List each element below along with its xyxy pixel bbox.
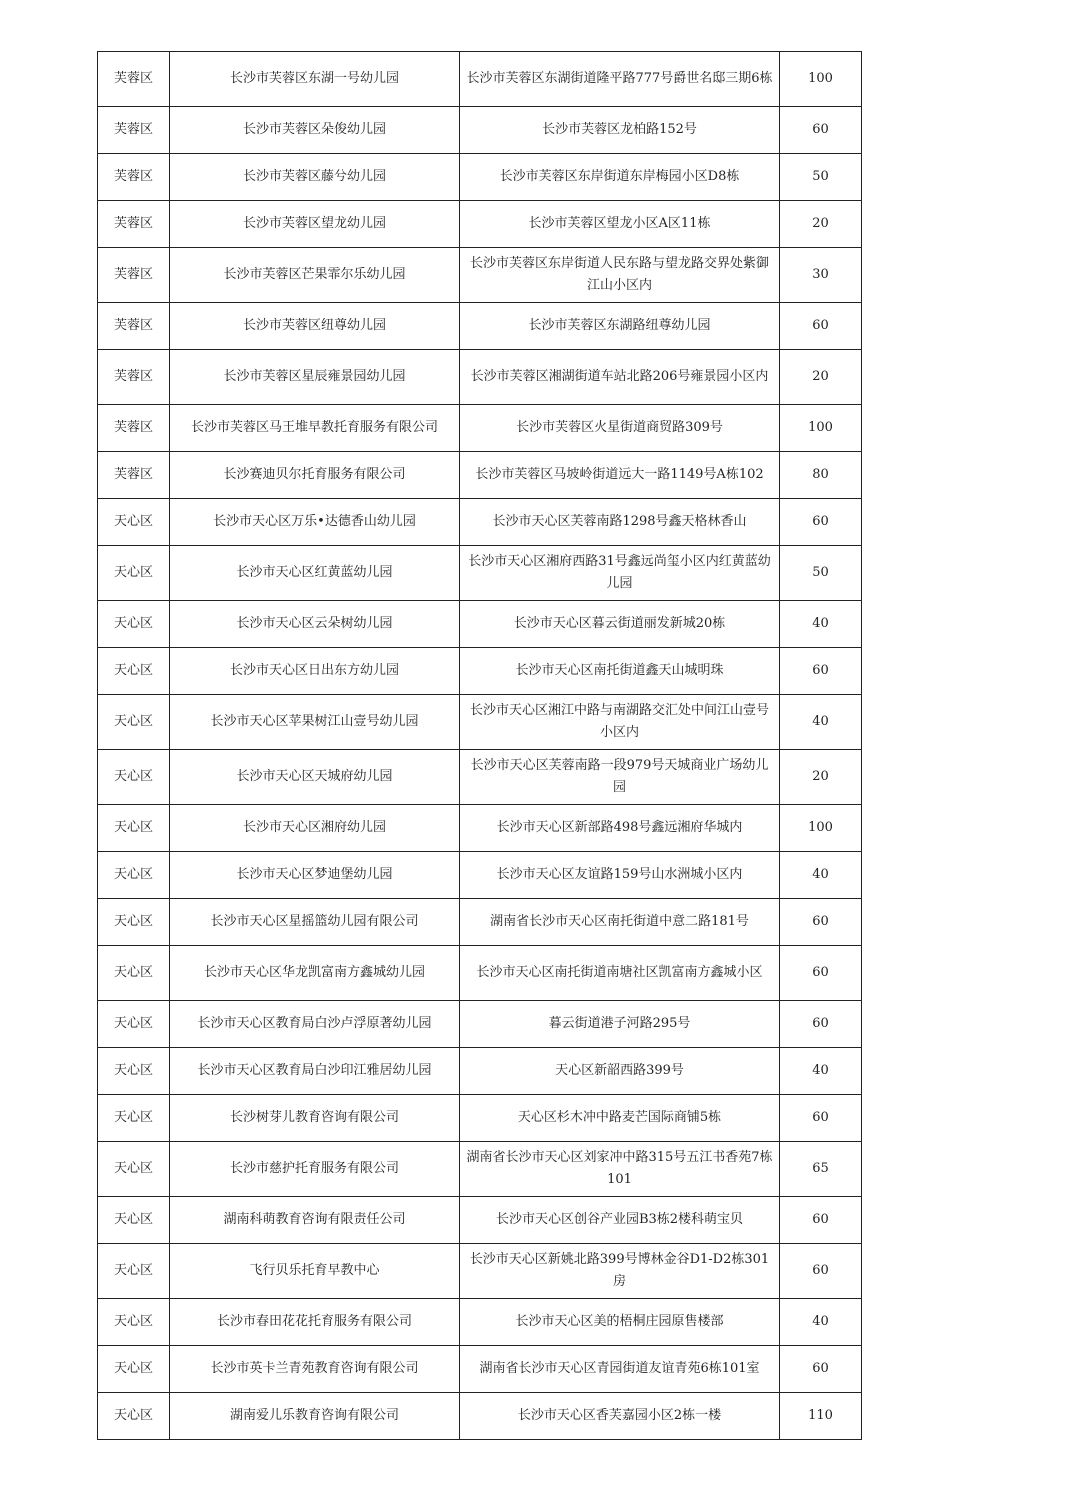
district-cell: 芙蓉区 <box>98 52 170 107</box>
address-cell: 长沙市芙蓉区龙柏路152号 <box>460 107 780 154</box>
address-cell: 天心区杉木冲中路麦芒国际商铺5栋 <box>460 1095 780 1142</box>
table-row <box>98 107 862 154</box>
institution-name-cell: 长沙市天心区红黄蓝幼儿园 <box>170 546 460 601</box>
institution-name-cell: 长沙市芙蓉区东湖一号幼儿园 <box>170 52 460 107</box>
institution-name-cell: 长沙市天心区云朵树幼儿园 <box>170 601 460 648</box>
institution-name-cell: 长沙市天心区苹果树江山壹号幼儿园 <box>170 695 460 750</box>
institution-name-cell: 长沙市芙蓉区望龙幼儿园 <box>170 201 460 248</box>
address-cell: 长沙市天心区友谊路159号山水洲城小区内 <box>460 852 780 899</box>
address-cell: 湖南省长沙市天心区南托街道中意二路181号 <box>460 899 780 946</box>
table-row <box>98 1393 862 1440</box>
address-cell: 湖南省长沙市天心区青园街道友谊青苑6栋101室 <box>460 1346 780 1393</box>
district-cell: 天心区 <box>98 899 170 946</box>
capacity-cell: 65 <box>780 1142 862 1197</box>
institution-name-cell: 长沙市天心区星摇篮幼儿园有限公司 <box>170 899 460 946</box>
district-cell: 天心区 <box>98 805 170 852</box>
institution-name-cell: 长沙市天心区湘府幼儿园 <box>170 805 460 852</box>
address-cell: 长沙市芙蓉区火星街道商贸路309号 <box>460 405 780 452</box>
table-row <box>98 248 862 303</box>
capacity-cell: 20 <box>780 750 862 805</box>
institution-name-cell: 长沙市芙蓉区朵俊幼儿园 <box>170 107 460 154</box>
district-cell: 天心区 <box>98 1142 170 1197</box>
address-cell: 长沙市天心区香芙嘉园小区2栋一楼 <box>460 1393 780 1440</box>
district-cell: 天心区 <box>98 1048 170 1095</box>
district-cell: 天心区 <box>98 546 170 601</box>
table-row <box>98 852 862 899</box>
district-cell: 天心区 <box>98 1346 170 1393</box>
capacity-cell: 40 <box>780 1299 862 1346</box>
table-row <box>98 452 862 499</box>
table-row <box>98 1048 862 1095</box>
district-cell: 天心区 <box>98 852 170 899</box>
table-row <box>98 499 862 546</box>
institution-name-cell: 长沙市天心区教育局白沙印江雅居幼儿园 <box>170 1048 460 1095</box>
capacity-cell: 60 <box>780 303 862 350</box>
table-row <box>98 695 862 750</box>
table-row <box>98 601 862 648</box>
capacity-cell: 100 <box>780 405 862 452</box>
address-cell: 暮云街道港子河路295号 <box>460 1001 780 1048</box>
address-cell: 长沙市天心区湘江中路与南湖路交汇处中间江山壹号小区内 <box>460 695 780 750</box>
district-cell: 芙蓉区 <box>98 405 170 452</box>
table-row <box>98 350 862 405</box>
address-cell: 长沙市天心区暮云街道丽发新城20栋 <box>460 601 780 648</box>
district-cell: 天心区 <box>98 946 170 1001</box>
capacity-cell: 40 <box>780 601 862 648</box>
table-row <box>98 1095 862 1142</box>
capacity-cell: 60 <box>780 1346 862 1393</box>
address-cell: 长沙市天心区南托街道南塘社区凯富南方鑫城小区 <box>460 946 780 1001</box>
district-cell: 芙蓉区 <box>98 154 170 201</box>
capacity-cell: 60 <box>780 899 862 946</box>
capacity-cell: 100 <box>780 805 862 852</box>
capacity-cell: 100 <box>780 52 862 107</box>
district-cell: 天心区 <box>98 1299 170 1346</box>
institution-name-cell: 长沙市慈护托育服务有限公司 <box>170 1142 460 1197</box>
institution-name-cell: 长沙市英卡兰青苑教育咨询有限公司 <box>170 1346 460 1393</box>
table-row <box>98 52 862 107</box>
institution-name-cell: 长沙赛迪贝尔托育服务有限公司 <box>170 452 460 499</box>
capacity-cell: 60 <box>780 499 862 546</box>
district-cell: 天心区 <box>98 601 170 648</box>
table-row <box>98 1142 862 1197</box>
capacity-cell: 60 <box>780 648 862 695</box>
institution-name-cell: 长沙市天心区万乐•达德香山幼儿园 <box>170 499 460 546</box>
institution-name-cell: 长沙市芙蓉区星辰雍景园幼儿园 <box>170 350 460 405</box>
address-cell: 长沙市天心区芙蓉南路1298号鑫天格林香山 <box>460 499 780 546</box>
table-row <box>98 899 862 946</box>
capacity-cell: 60 <box>780 1197 862 1244</box>
table-row <box>98 1346 862 1393</box>
address-cell: 长沙市天心区芙蓉南路一段979号天城商业广场幼儿园 <box>460 750 780 805</box>
institution-name-cell: 长沙市春田花花托育服务有限公司 <box>170 1299 460 1346</box>
capacity-cell: 20 <box>780 350 862 405</box>
institution-name-cell: 飞行贝乐托育早教中心 <box>170 1244 460 1299</box>
institution-name-cell: 湖南爱儿乐教育咨询有限公司 <box>170 1393 460 1440</box>
table-row <box>98 405 862 452</box>
address-cell: 长沙市天心区新部路498号鑫远湘府华城内 <box>460 805 780 852</box>
address-cell: 长沙市天心区新姚北路399号博林金谷D1-D2栋301房 <box>460 1244 780 1299</box>
institution-name-cell: 长沙市天心区日出东方幼儿园 <box>170 648 460 695</box>
district-cell: 芙蓉区 <box>98 248 170 303</box>
district-cell: 芙蓉区 <box>98 350 170 405</box>
capacity-cell: 30 <box>780 248 862 303</box>
address-cell: 长沙市芙蓉区东岸街道东岸梅园小区D8栋 <box>460 154 780 201</box>
table-row <box>98 805 862 852</box>
institution-name-cell: 长沙市天心区华龙凯富南方鑫城幼儿园 <box>170 946 460 1001</box>
childcare-institution-table <box>97 51 862 1440</box>
district-cell: 天心区 <box>98 1095 170 1142</box>
district-cell: 天心区 <box>98 750 170 805</box>
capacity-cell: 60 <box>780 1095 862 1142</box>
table-row <box>98 1001 862 1048</box>
district-cell: 芙蓉区 <box>98 303 170 350</box>
district-cell: 天心区 <box>98 1001 170 1048</box>
table-row <box>98 546 862 601</box>
table-row <box>98 648 862 695</box>
capacity-cell: 60 <box>780 946 862 1001</box>
district-cell: 天心区 <box>98 1244 170 1299</box>
institution-name-cell: 长沙市芙蓉区马王堆早教托育服务有限公司 <box>170 405 460 452</box>
table-row <box>98 750 862 805</box>
address-cell: 长沙市芙蓉区东湖街道隆平路777号爵世名邸三期6栋 <box>460 52 780 107</box>
capacity-cell: 40 <box>780 852 862 899</box>
capacity-cell: 110 <box>780 1393 862 1440</box>
table-row <box>98 1299 862 1346</box>
capacity-cell: 40 <box>780 1048 862 1095</box>
capacity-cell: 40 <box>780 695 862 750</box>
institution-name-cell: 长沙市天心区天城府幼儿园 <box>170 750 460 805</box>
table-row <box>98 303 862 350</box>
institution-name-cell: 长沙树芽儿教育咨询有限公司 <box>170 1095 460 1142</box>
district-cell: 天心区 <box>98 648 170 695</box>
address-cell: 长沙市芙蓉区东湖路纽尊幼儿园 <box>460 303 780 350</box>
address-cell: 长沙市芙蓉区东岸街道人民东路与望龙路交界处紫御江山小区内 <box>460 248 780 303</box>
capacity-cell: 50 <box>780 154 862 201</box>
address-cell: 湖南省长沙市天心区刘家冲中路315号五江书香苑7栋101 <box>460 1142 780 1197</box>
address-cell: 长沙市天心区美的梧桐庄园原售楼部 <box>460 1299 780 1346</box>
address-cell: 长沙市天心区创谷产业园B3栋2楼科萌宝贝 <box>460 1197 780 1244</box>
table-row <box>98 201 862 248</box>
district-cell: 天心区 <box>98 695 170 750</box>
table-body <box>98 52 862 1440</box>
capacity-cell: 60 <box>780 107 862 154</box>
address-cell: 长沙市芙蓉区望龙小区A区11栋 <box>460 201 780 248</box>
institution-name-cell: 长沙市天心区梦迪堡幼儿园 <box>170 852 460 899</box>
table-row <box>98 946 862 1001</box>
institution-name-cell: 长沙市芙蓉区藤兮幼儿园 <box>170 154 460 201</box>
table-row <box>98 1244 862 1299</box>
district-cell: 芙蓉区 <box>98 201 170 248</box>
address-cell: 长沙市芙蓉区湘湖街道车站北路206号雍景园小区内 <box>460 350 780 405</box>
district-cell: 天心区 <box>98 1393 170 1440</box>
capacity-cell: 80 <box>780 452 862 499</box>
capacity-cell: 50 <box>780 546 862 601</box>
institution-name-cell: 长沙市天心区教育局白沙卢浮原著幼儿园 <box>170 1001 460 1048</box>
district-cell: 芙蓉区 <box>98 452 170 499</box>
institution-name-cell: 长沙市芙蓉区纽尊幼儿园 <box>170 303 460 350</box>
address-cell: 长沙市芙蓉区马坡岭街道远大一路1149号A栋102 <box>460 452 780 499</box>
capacity-cell: 60 <box>780 1244 862 1299</box>
district-cell: 天心区 <box>98 1197 170 1244</box>
district-cell: 天心区 <box>98 499 170 546</box>
table-row <box>98 1197 862 1244</box>
capacity-cell: 60 <box>780 1001 862 1048</box>
district-cell: 芙蓉区 <box>98 107 170 154</box>
institution-name-cell: 长沙市芙蓉区芒果霏尔乐幼儿园 <box>170 248 460 303</box>
address-cell: 长沙市天心区湘府西路31号鑫远尚玺小区内红黄蓝幼儿园 <box>460 546 780 601</box>
table-row <box>98 154 862 201</box>
address-cell: 天心区新韶西路399号 <box>460 1048 780 1095</box>
institution-name-cell: 湖南科萌教育咨询有限责任公司 <box>170 1197 460 1244</box>
capacity-cell: 20 <box>780 201 862 248</box>
address-cell: 长沙市天心区南托街道鑫天山城明珠 <box>460 648 780 695</box>
